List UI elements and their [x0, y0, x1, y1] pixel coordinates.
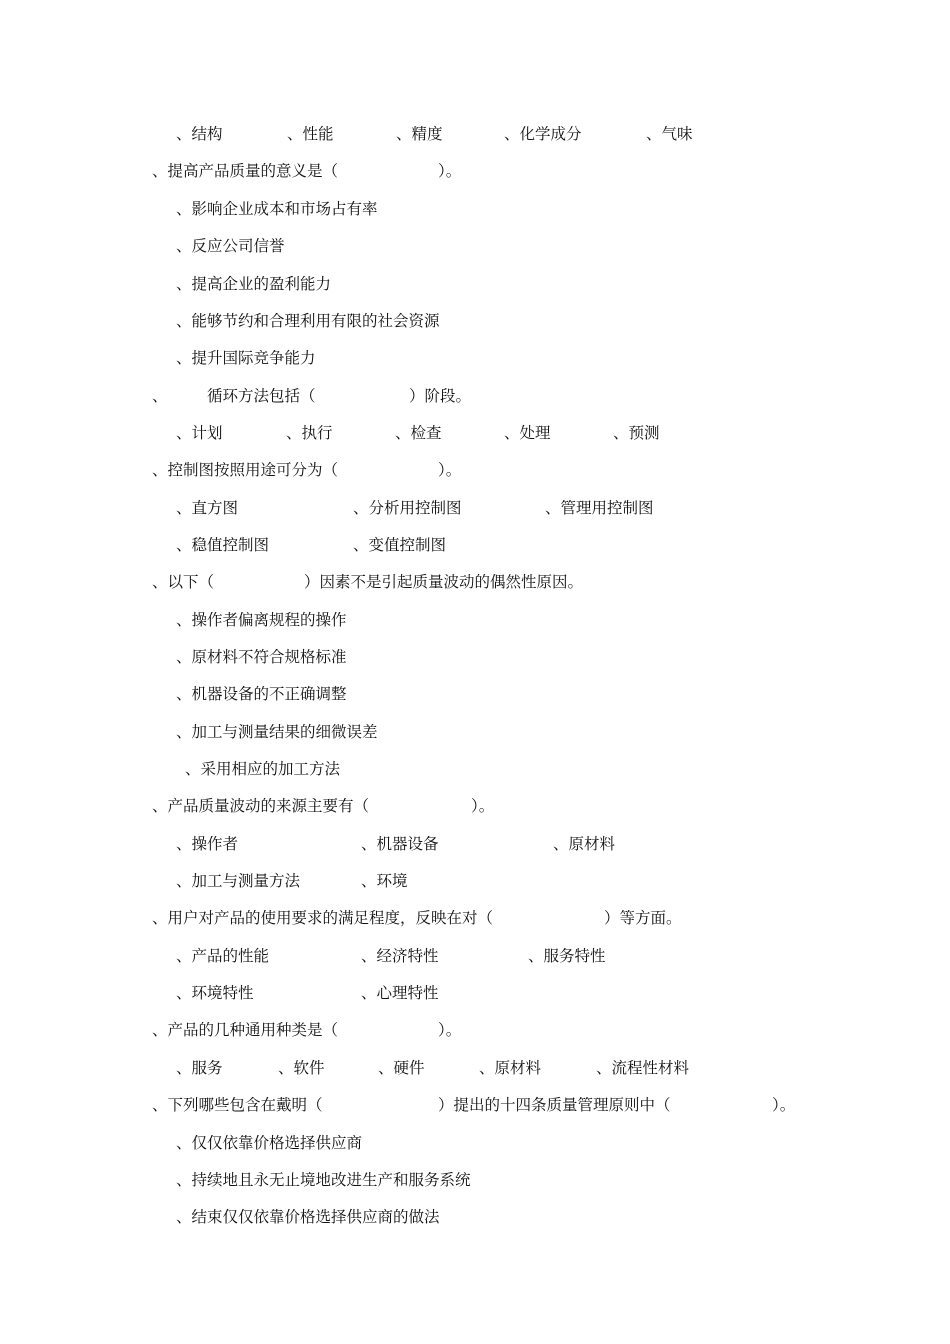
option-text: 、提升国际竞争能力	[176, 349, 316, 367]
option-text: 、服务特性	[528, 947, 606, 965]
option-text: 、结构	[176, 125, 223, 143]
option-text: 、流程性材料	[596, 1059, 690, 1077]
question-text: ）。	[438, 162, 462, 180]
question-text: 、下列哪些包含在戴明（	[152, 1096, 323, 1114]
question-text: 、产品质量波动的来源主要有（	[152, 797, 370, 815]
question-text: 、用户对产品的使用要求的满足程度，反映在对（	[152, 909, 494, 927]
option-text: 、能够节约和合理利用有限的社会资源	[176, 312, 440, 330]
question-text: 、以下（	[152, 573, 215, 591]
option-text: 、加工与测量结果的细微误差	[176, 723, 378, 741]
option-text: 、分析用控制图	[353, 499, 462, 517]
option-text: 、化学成分	[504, 125, 582, 143]
option-text: 、硬件	[378, 1059, 425, 1077]
question-text: 、	[152, 387, 168, 405]
option-text: 、提高企业的盈利能力	[176, 275, 332, 293]
option-text: 、机器设备	[361, 835, 439, 853]
option-text: 、持续地且永无止境地改进生产和服务系统	[176, 1171, 471, 1189]
question-text: ）提出的十四条质量管理原则中（	[438, 1096, 671, 1114]
option-text: 、服务	[176, 1059, 223, 1077]
option-text: 、影响企业成本和市场占有率	[176, 200, 378, 218]
option-text: 、执行	[286, 424, 333, 442]
option-text: 、经济特性	[361, 947, 439, 965]
option-text: 、环境特性	[176, 984, 254, 1002]
option-text: 、操作者偏离规程的操作	[176, 611, 347, 629]
option-text: 、加工与测量方法	[176, 872, 301, 890]
question-text: 、控制图按照用途可分为（	[152, 461, 339, 479]
option-text: 、稳值控制图	[176, 536, 270, 554]
option-text: 、气味	[646, 125, 693, 143]
option-text: 、管理用控制图	[545, 499, 654, 517]
option-text: 、性能	[287, 125, 334, 143]
option-text: 、精度	[396, 125, 443, 143]
option-text: 、变值控制图	[353, 536, 447, 554]
question-text: ）。	[772, 1096, 796, 1114]
question-text: 循环方法包括（	[207, 387, 316, 405]
option-text: 、原材料不符合规格标准	[176, 648, 347, 666]
question-text: ）。	[438, 461, 462, 479]
question-text: 、提高产品质量的意义是（	[152, 162, 339, 180]
question-text: ）。	[438, 1021, 462, 1039]
option-text: 、原材料	[553, 835, 616, 853]
option-text: 、心理特性	[361, 984, 439, 1002]
option-text: 、预测	[613, 424, 660, 442]
option-text: 、产品的性能	[176, 947, 270, 965]
question-text: ）阶段。	[409, 387, 472, 405]
option-text: 、检查	[395, 424, 442, 442]
option-text: 、仅仅依靠价格选择供应商	[176, 1134, 363, 1152]
option-text: 、反应公司信誉	[176, 237, 285, 255]
option-text: 、机器设备的不正确调整	[176, 685, 347, 703]
question-text: 、产品的几种通用种类是（	[152, 1021, 339, 1039]
option-text: 、计划	[176, 424, 223, 442]
question-text: ）。	[471, 797, 495, 815]
option-text: 、软件	[278, 1059, 325, 1077]
option-text: 、结束仅仅依靠价格选择供应商的做法	[176, 1208, 440, 1226]
option-text: 、直方图	[176, 499, 239, 517]
option-text: 、原材料	[479, 1059, 542, 1077]
option-text: 、环境	[361, 872, 408, 890]
option-text: 、操作者	[176, 835, 239, 853]
option-text: 、处理	[504, 424, 551, 442]
question-text: ）因素不是引起质量波动的偶然性原因。	[304, 573, 584, 591]
option-text: 、采用相应的加工方法	[185, 760, 341, 778]
question-text: ）等方面。	[604, 909, 682, 927]
